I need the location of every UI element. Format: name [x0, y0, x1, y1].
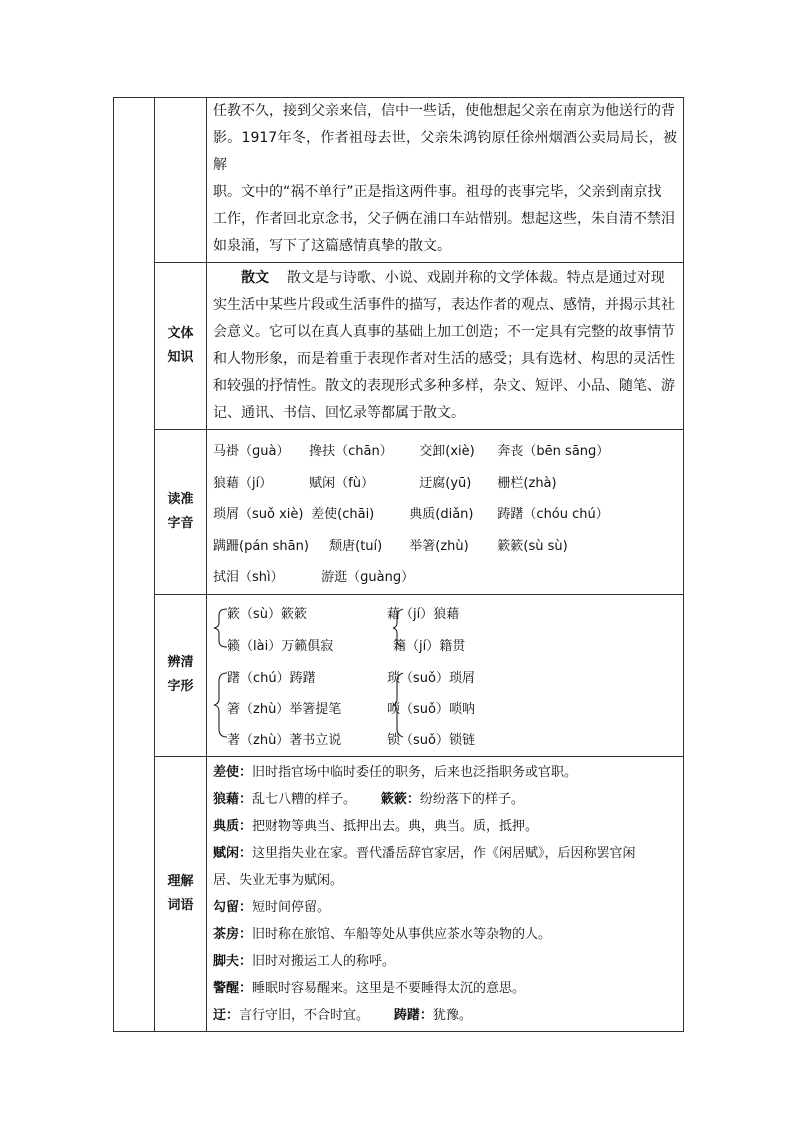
- pron-item: 踌躇（chóu chú）: [497, 507, 609, 522]
- glyph-item: 躇（chú）踌躇: [227, 670, 316, 686]
- vocab-entry: [213, 840, 677, 867]
- background-label-cell: [155, 98, 207, 263]
- vocab-def: 旧时对搬运工人的称呼。: [252, 953, 396, 969]
- glyphs-label-cell: [155, 594, 207, 756]
- glyph-item: 琐（suǒ）琐屑: [387, 670, 475, 686]
- vocab-entry: [213, 1002, 677, 1029]
- background-text-cell: [207, 98, 684, 263]
- pron-item: 栅栏(zhà): [497, 475, 557, 491]
- genre-line: 和人物形象，而是着重于表现作者对生活的感受；具有选材、构思的灵活性: [213, 351, 675, 367]
- pron-item: 颓唐(tuí): [329, 538, 383, 554]
- pron-item: 奔丧（bēn sānɡ）: [497, 444, 610, 459]
- background-row: [114, 98, 684, 263]
- vocab-term: 典质：: [213, 818, 253, 834]
- vocab-entry: [213, 894, 677, 921]
- vocab-def: 言行守旧，不合时宜。: [239, 1007, 370, 1023]
- genre-text-cell: [207, 263, 684, 430]
- genre-line: 散文是与诗歌、小说、戏剧并称的文学体裁。特点是通过对现: [286, 270, 665, 286]
- pron-item: 马褂（ɡuà）: [213, 444, 290, 459]
- vocab-term: 迂：: [213, 1007, 240, 1023]
- study-table: [113, 97, 684, 1032]
- vocab-term: 踌躇：: [393, 1007, 433, 1023]
- glyph-item: 唢（suǒ）唢呐: [387, 701, 475, 717]
- pronunciation-row: [114, 430, 684, 595]
- pron-item: 蹒跚(pán shān): [213, 538, 309, 554]
- vocab-def: 旧时称在旅馆、车船等处从事供应茶水等杂物的人。: [252, 926, 552, 942]
- pron-item: 交卸(xiè): [419, 444, 475, 459]
- vocab-term: 赋闲：: [213, 845, 253, 861]
- vocab-entry: [213, 921, 677, 948]
- background-line: 影。1917年冬，作者祖母去世，父亲朱鸿钧原任徐州烟酒公卖局局长，被解: [213, 130, 677, 173]
- vocab-entry-continued: 居、失业无事为赋闲。: [213, 872, 344, 888]
- vocab-def: 睡眠时容易醒来。这里是不要睡得太沉的意思。: [252, 980, 526, 996]
- genre-term: 散文: [241, 270, 269, 286]
- vocab-entry: [213, 948, 677, 975]
- vocab-def: 短时间停留。: [252, 899, 331, 915]
- pronunciation-line: [213, 562, 677, 594]
- vocab-def: 把财物等典当、抵押出去。典，典当。质，抵押。: [252, 818, 539, 834]
- pron-item: 举箸(zhù): [409, 538, 469, 554]
- genre-line: 记、通讯、书信、回忆录等都属于散文。: [213, 405, 465, 421]
- pron-item: 迂腐(yū): [419, 475, 472, 491]
- pronunciation-label: 读准: [167, 491, 194, 507]
- genre-label: 知识: [167, 350, 194, 365]
- pron-item: 狼藉（jí）: [213, 475, 273, 491]
- vocab-cell: [207, 756, 684, 1031]
- pronunciation-line: [213, 436, 677, 468]
- vocab-def: 旧时指官场中临时委任的职务，后来也泛指职务或官职。: [252, 764, 578, 780]
- background-line: 工作，作者回北京念书，父子俩在浦口车站惜别。想起这些，朱自清不禁泪: [213, 211, 675, 227]
- vocab-entry: [213, 786, 677, 813]
- genre-row: [114, 263, 684, 430]
- vocab-term: 簌簌：: [380, 791, 420, 807]
- vocab-def: 犹豫。: [432, 1007, 472, 1023]
- glyph-item: 籍（jí）籍贯: [393, 638, 466, 654]
- pronunciation-label-cell: [155, 430, 207, 595]
- pron-item: 赋闲（fù）: [309, 475, 374, 491]
- genre-line: 会意义。它可以在真人真事的基础上加工创造；不一定具有完整的故事情节: [213, 324, 675, 340]
- pronunciation-line: [213, 499, 677, 531]
- vocab-term: 勾留：: [213, 899, 253, 915]
- worksheet-page: [113, 97, 680, 1032]
- vocab-entry: [213, 975, 677, 1002]
- glyphs-label: 字形: [167, 679, 194, 694]
- glyph-item: 著（zhù）著书立说: [227, 732, 342, 748]
- glyphs-cell: [207, 594, 684, 756]
- vocab-label: 词语: [167, 897, 194, 913]
- genre-line: 实生活中某些片段或生活事件的描写，表达作者的观点、感情，并揭示其社: [213, 297, 675, 313]
- pronunciation-line: [213, 468, 677, 500]
- glyph-item: 籁（lài）万籁俱寂: [227, 638, 334, 654]
- pron-item: 搀扶（chān）: [309, 444, 393, 459]
- pronunciation-cell: [207, 430, 684, 595]
- background-line: 职。文中的“祸不单行”正是指这两件事。祖母的丧事完毕，父亲到南京找: [213, 184, 662, 200]
- left-blank-cell: [114, 98, 155, 1032]
- genre-line: 和较强的抒情性。散文的表现形式多种多样，杂文、短评、小品、随笔、游: [213, 378, 675, 394]
- vocab-entry: [213, 759, 677, 786]
- vocab-entry: [213, 813, 677, 840]
- vocab-def: 乱七八糟的样子。: [252, 791, 357, 807]
- vocab-term: 茶房：: [213, 926, 253, 942]
- pron-item: 游逛（ɡuànɡ）: [321, 570, 415, 585]
- glyph-item: 锁（suǒ）锁链: [387, 732, 475, 748]
- pronunciation-label: 字音: [167, 515, 194, 531]
- vocab-def: 纷纷落下的样子。: [419, 791, 524, 807]
- background-line: 如泉涌，写下了这篇感情真挚的散文。: [213, 238, 451, 254]
- background-line: 任教不久，接到父亲来信，信中一些话，使他想起父亲在南京为他送行的背: [213, 103, 675, 119]
- pron-item: 差使(chāi): [311, 507, 375, 522]
- vocab-term: 脚夫：: [213, 953, 253, 969]
- genre-label: 文体: [167, 326, 194, 341]
- glyph-item: 箸（zhù）举箸提笔: [227, 701, 342, 717]
- pron-item: 琐屑（suǒ xiè): [213, 507, 304, 522]
- glyphs-label: 辨清: [167, 655, 194, 670]
- glyph-item: 藉（jí）狼藉: [387, 606, 460, 622]
- vocab-label-cell: [155, 756, 207, 1031]
- glyphs-row: [114, 594, 684, 756]
- vocab-term: 差使：: [213, 764, 253, 780]
- genre-label-cell: [155, 263, 207, 430]
- vocab-row: [114, 756, 684, 1031]
- pron-item: 拭泪（shì）: [213, 570, 284, 585]
- glyph-item: 簌（sù）簌簌: [227, 606, 308, 622]
- vocab-def: 这里指失业在家。晋代潘岳辞官家居，作《闲居赋》，后因称罢官闲: [252, 845, 636, 861]
- pron-item: 典质(diǎn): [409, 507, 474, 522]
- vocab-term: 狼藉：: [213, 791, 253, 807]
- vocab-label: 理解: [167, 873, 194, 889]
- vocab-term: 警醒：: [213, 980, 253, 996]
- pron-item: 簌簌(sù sù): [497, 538, 568, 554]
- pronunciation-line: [213, 531, 677, 563]
